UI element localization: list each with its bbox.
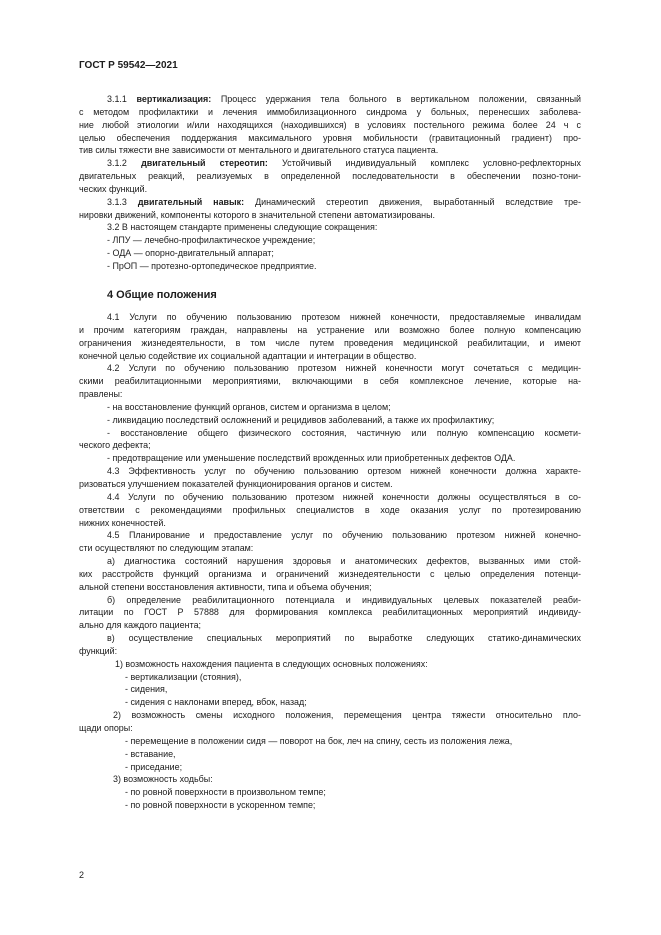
abbreviation-item: - ОДА — опорно-двигательный аппарат; [107,248,274,259]
clause-4-4: 4.4 Услуги по обучению пользованию протезом нижней конечности должны осуществляться в со- [107,491,581,502]
clause-4-2: 4.2 Услуги по обучению пользованию протезом нижней конечности могут сочетаться с медицин- [107,363,581,374]
clause-number: 3.1.1 [107,94,137,104]
text-line: литации по ГОСТ Р 57888 для формирования комплекса реабилитационных мероприятий индивиду- [79,607,581,618]
text-line: двигательных реакций, реализуемых в определенной последовательности в обеспечении позно-тони- [79,171,581,182]
text-line: ально для каждого пациента; [79,620,202,631]
list-item-a: а) диагностика состояний нарушения здоровья и анатомических дефектов, вызванных ими стой- [107,556,581,567]
text-line: целью обеспечения поддержания максимального уровня мобильности (гравитационный градиент) про- [79,132,581,143]
numbered-item-1: 1) возможность нахождения пациента в следующих основных положениях: [115,658,428,669]
text-line: с методом профилактики и лечения иммобилизационного синдрома у больных, перенесших заболева- [79,106,581,117]
clause-4-1: 4.1 Услуги по обучению пользованию протезом нижней конечности, предоставляемые инвалидам [107,312,581,322]
list-item: - на восстановление функций органов, систем и организма в целом; [107,401,391,412]
text-line: ческих функций. [79,183,148,194]
abbreviation-item: - ЛПУ — лечебно-профилактическое учреждение; [107,235,316,246]
term-3-1-2 [79,157,581,170]
list-item-b: б) определение реабилитационного потенциала и индивидуальных целевых показателей реаби- [107,594,581,605]
text-line: ризоваться улучшением показателей функционирования органов и систем. [79,478,393,489]
text-line: ких расстройств функций организма и ограничений жизнедеятельности с целью определения потенци- [79,568,581,579]
text-line: сти осуществляют по следующим этапам: [79,543,254,554]
sub-item: - вертикализации (стояния), [125,671,242,682]
text-line: Динамический стереотип движения, выработанный вследствие тре- [244,196,581,207]
list-item: - предотвращение или уменьшение последствий врожденных или приобретенных дефектов ОДА. [107,453,516,464]
text-line: нижних конечностей. [79,517,166,528]
sub-item: - вставание, [125,748,176,759]
sub-item: - сидения с наклонами вперед, вбок, назад; [125,697,307,708]
list-item-c: в) осуществление специальных мероприятий по выработке следующих статико-динамических [107,633,581,644]
term-name: двигательный навык: [137,196,245,207]
clause-4-3: 4.3 Эффективность услуг по обучению пользованию ортезом нижней конечности должна характе- [107,466,581,477]
text-line: ческого дефекта; [79,440,151,451]
clause-number: 3.1.3 [107,196,138,207]
text-line: ответствии с рекомендациями профильных специалистов в ходе оказания услуг по протезированию [79,504,581,515]
sub-item: - по ровной поверхности в ускоренном темпе; [125,800,316,811]
text-line: и прочим категориям граждан, направлены на устранение или возможно более полную компенсацию [79,324,581,335]
sub-item: - сидения, [125,684,168,695]
text-line: функций: [79,645,118,656]
numbered-item-3: 3) возможность ходьбы: [113,774,213,785]
text-line: щади опоры: [79,723,133,733]
text-line: ограничения жизнедеятельности, в том числе путем проведения медицинской реабилитации, и имеют [79,337,581,348]
page-number: 2 [79,870,85,880]
text-line: конечной целью содействие их социальной адаптации и интеграции в общество. [79,350,417,361]
text-line: тив силы тяжести вне зависимости от ментального и двигательного статуса пациента. [79,145,439,156]
sub-item: - по ровной поверхности в произвольном темпе; [125,787,326,798]
text-line: скими реабилитационными мероприятиями, включающими в себя комплексное лечение, которые на- [79,376,581,387]
numbered-item-2: 2) возможность смены исходного положения, перемещения центра тяжести относительно пло- [113,710,581,721]
list-item: - ликвидацию последствий осложнений и рецидивов заболеваний, а также их профилактику; [107,414,495,425]
sub-item: - приседание; [125,761,183,772]
section-4-heading: 4 Общие положения [107,289,217,301]
list-item: - восстановление общего физического состояния, частичную или полную компенсацию космети- [107,427,581,438]
sub-item: - перемещение в положении сидя — поворот на бок, леч на спину, сесть из положения лежа, [125,735,513,746]
term-3-1-1 [79,93,581,106]
text-line: нировки движений, компоненты которого в значительной степени автоматизированы. [79,209,436,220]
text-line: альной степени восстановления активности, типа и объема обучения; [79,581,372,592]
abbreviation-item: - ПрОП — протезно-ортопедическое предприятие. [107,260,317,271]
clause-3-2: 3.2 В настоящем стандарте применены следующие сокращения: [107,222,378,233]
clause-number: 3.1.2 [107,158,142,169]
text-line: ние любой этиологии и/или находящихся (находившихся) в условиях постельного режима более 24 ч с [79,119,581,130]
text-line: правлены: [79,389,123,400]
text-line: Устойчивый индивидуальный комплекс условно-рефлекторных [267,158,581,169]
term-name: вертикализация: [136,94,212,104]
clause-4-5: 4.5 Планирование и предоставление услуг по обучению пользованию протезом нижней конечно- [107,530,581,541]
section-4-text [79,311,581,812]
section-3-text [79,93,581,273]
term-name: двигательный стереотип: [141,158,268,169]
term-3-1-3 [79,196,581,209]
text-line: Процесс удержания тела больного в вертикальном положении, связанный [211,94,581,104]
document-header: ГОСТ Р 59542—2021 [79,60,178,71]
